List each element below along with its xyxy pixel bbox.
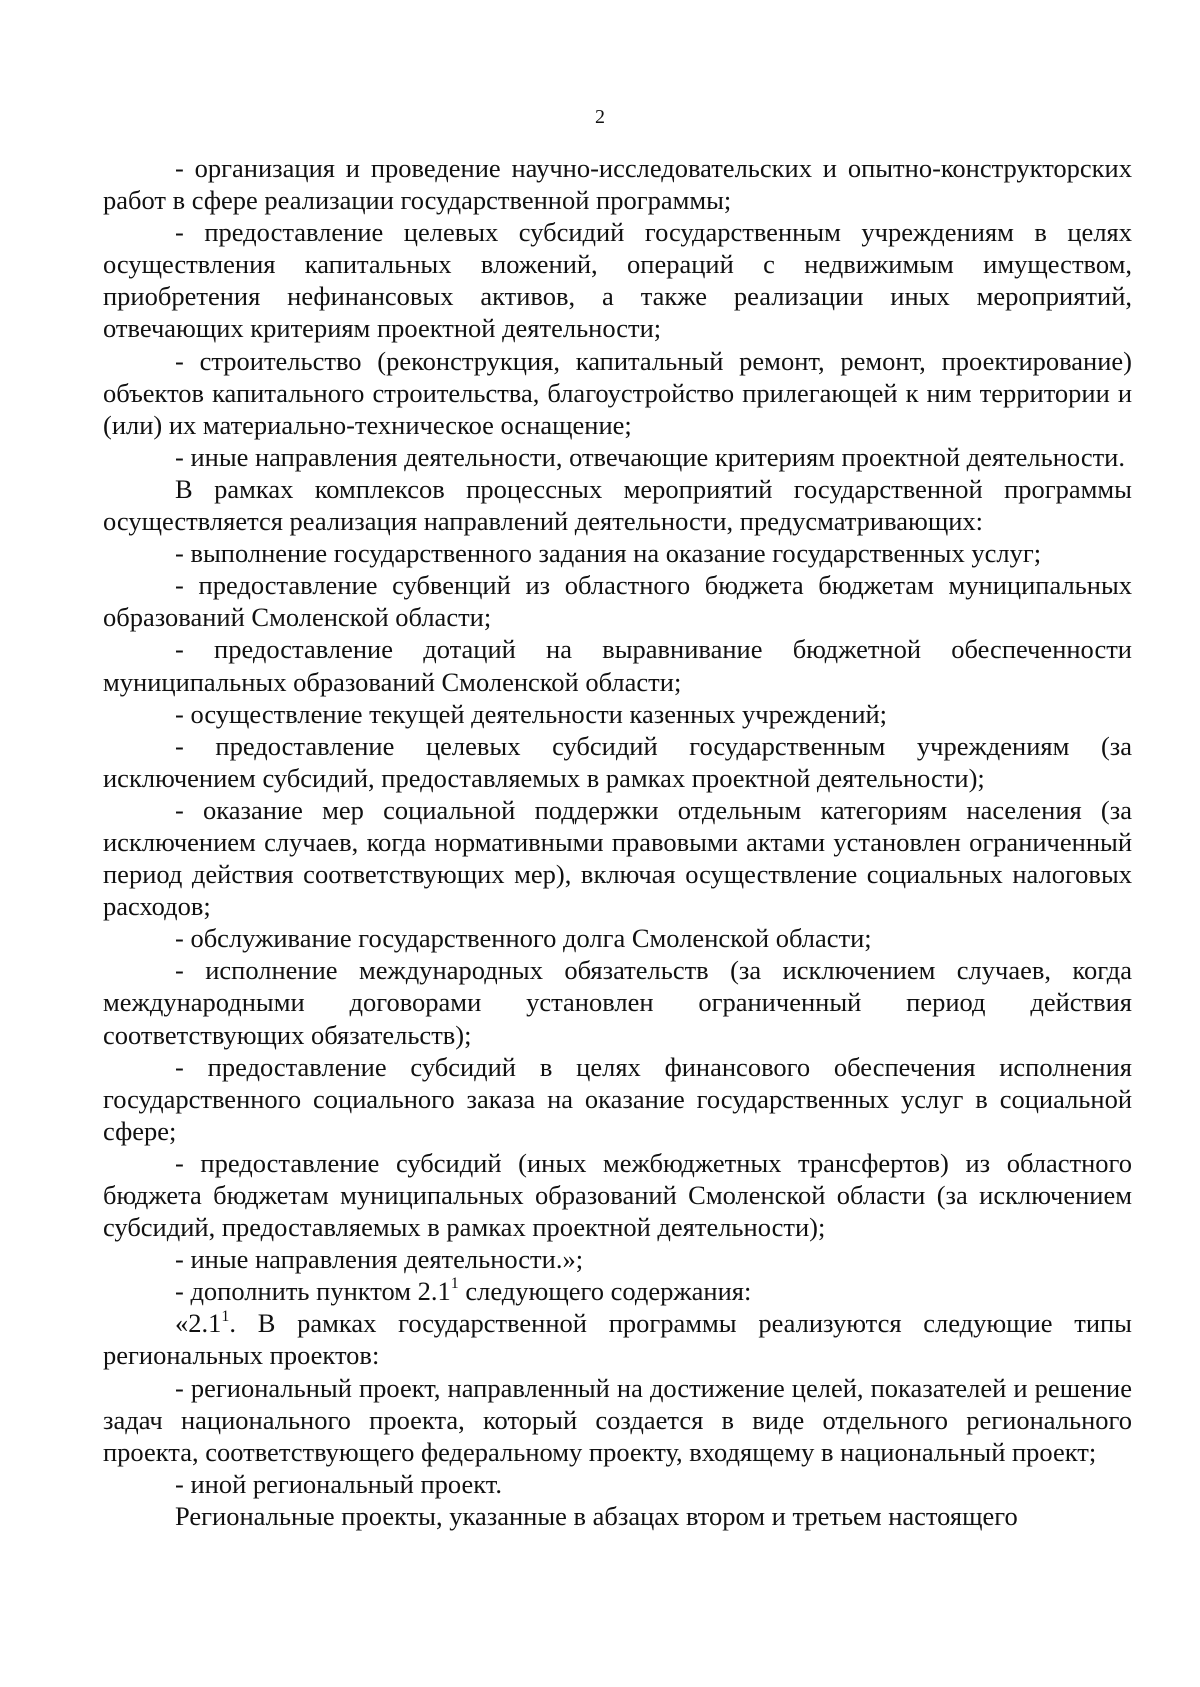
document-body [103, 152, 1132, 1532]
paragraph-social-support: - оказание мер социальной поддержки отдельным категориям населения (за исключением случаев, когда нормативными правовыми актами установлен ограниченный период действия соответствующих мер), включая осуществление социальных налоговых расходов; [103, 794, 1132, 922]
paragraph-other-regional-project: - иной региональный проект. [175, 1468, 502, 1499]
paragraph-regional-projects-continued: Региональные проекты, указанные в абзацах втором и третьем настоящего [175, 1500, 1018, 1531]
paragraph-subsidies-equalization: - предоставление дотаций на выравнивание бюджетной обеспеченности муниципальных образований Смоленской области; [103, 634, 1132, 697]
paragraph-social-order: - предоставление субсидий в целях финансового обеспечения исполнения государственного социального заказа на оказание государственных услуг в социальной сфере; [103, 1051, 1132, 1146]
paragraph-add-clause [103, 1275, 1132, 1307]
page-number: 2 [595, 106, 605, 128]
clause-text-after: . В рамках государственной программы реализуются следующие типы региональных проектов: [103, 1308, 1132, 1371]
paragraph-other-project-directions: - иные направления деятельности, отвечающие критериям проектной деятельности. [175, 441, 1125, 472]
paragraph-other-directions: - иные направления деятельности.»; [175, 1244, 584, 1275]
paragraph-construction: - строительство (реконструкция, капитальный ремонт, ремонт, проектирование) объектов капитального строительства, благоустройство прилегающей к ним территории и (или) их материально-техническое оснащение; [103, 345, 1132, 440]
paragraph-international-obligations: - исполнение международных обязательств (за исключением случаев, когда международными договорами установлен ограниченный период действия соответствующих обязательств); [103, 955, 1132, 1050]
clause-text-before: - дополнить пунктом 2.1 [175, 1276, 451, 1307]
paragraph-state-assignment: - выполнение государственного задания на оказание государственных услуг; [175, 538, 1042, 569]
paragraph-subventions: - предоставление субвенций из областного бюджета бюджетам муниципальных образований Смоленской области; [103, 570, 1132, 633]
clause-superscript: 1 [221, 1307, 230, 1325]
paragraph-state-debt: - обслуживание государственного долга Смоленской области; [175, 923, 872, 954]
paragraph-regional-project-national: - региональный проект, направленный на достижение целей, показателей и решение задач национального проекта, который создается в виде отдельного регионального проекта, соответствующего федеральному проекту, входящему в национальный проект; [103, 1372, 1132, 1467]
clause-text-before: «2.1 [175, 1308, 222, 1339]
paragraph-interbudget-transfers: - предоставление субсидий (иных межбюджетных трансфертов) из областного бюджета бюджетам муниципальных образований Смоленской области (за исключением субсидий, предоставляемых в рамках проектной деятельности); [103, 1147, 1132, 1243]
clause-text-after: следующего содержания: [458, 1276, 752, 1307]
paragraph-state-institutions-activity: - осуществление текущей деятельности казенных учреждений; [175, 698, 888, 729]
paragraph-targeted-subsidies-capital: - предоставление целевых субсидий государственным учреждениям в целях осуществления капитальных вложений, операций с недвижимым имуществом, приобретения нефинансовых активов, а также реализации иных мероприятий, отвечающих критериям проектной деятельности; [103, 217, 1132, 344]
paragraph-targeted-subsidies: - предоставление целевых субсидий государственным учреждениям (за исключением субсидий, предоставляемых в рамках проектной деятельности); [103, 730, 1132, 793]
clause-superscript: 1 [450, 1275, 459, 1293]
paragraph-rnd-works: - организация и проведение научно-исследовательских и опытно-конструкторских работ в сфере реализации государственной программы; [103, 153, 1132, 216]
paragraph-process-measures-intro: В рамках комплексов процессных мероприятий государственной программы осуществляется реализация направлений деятельности, предусматривающих: [103, 473, 1132, 537]
paragraph-clause-2-1-1 [103, 1307, 1132, 1371]
